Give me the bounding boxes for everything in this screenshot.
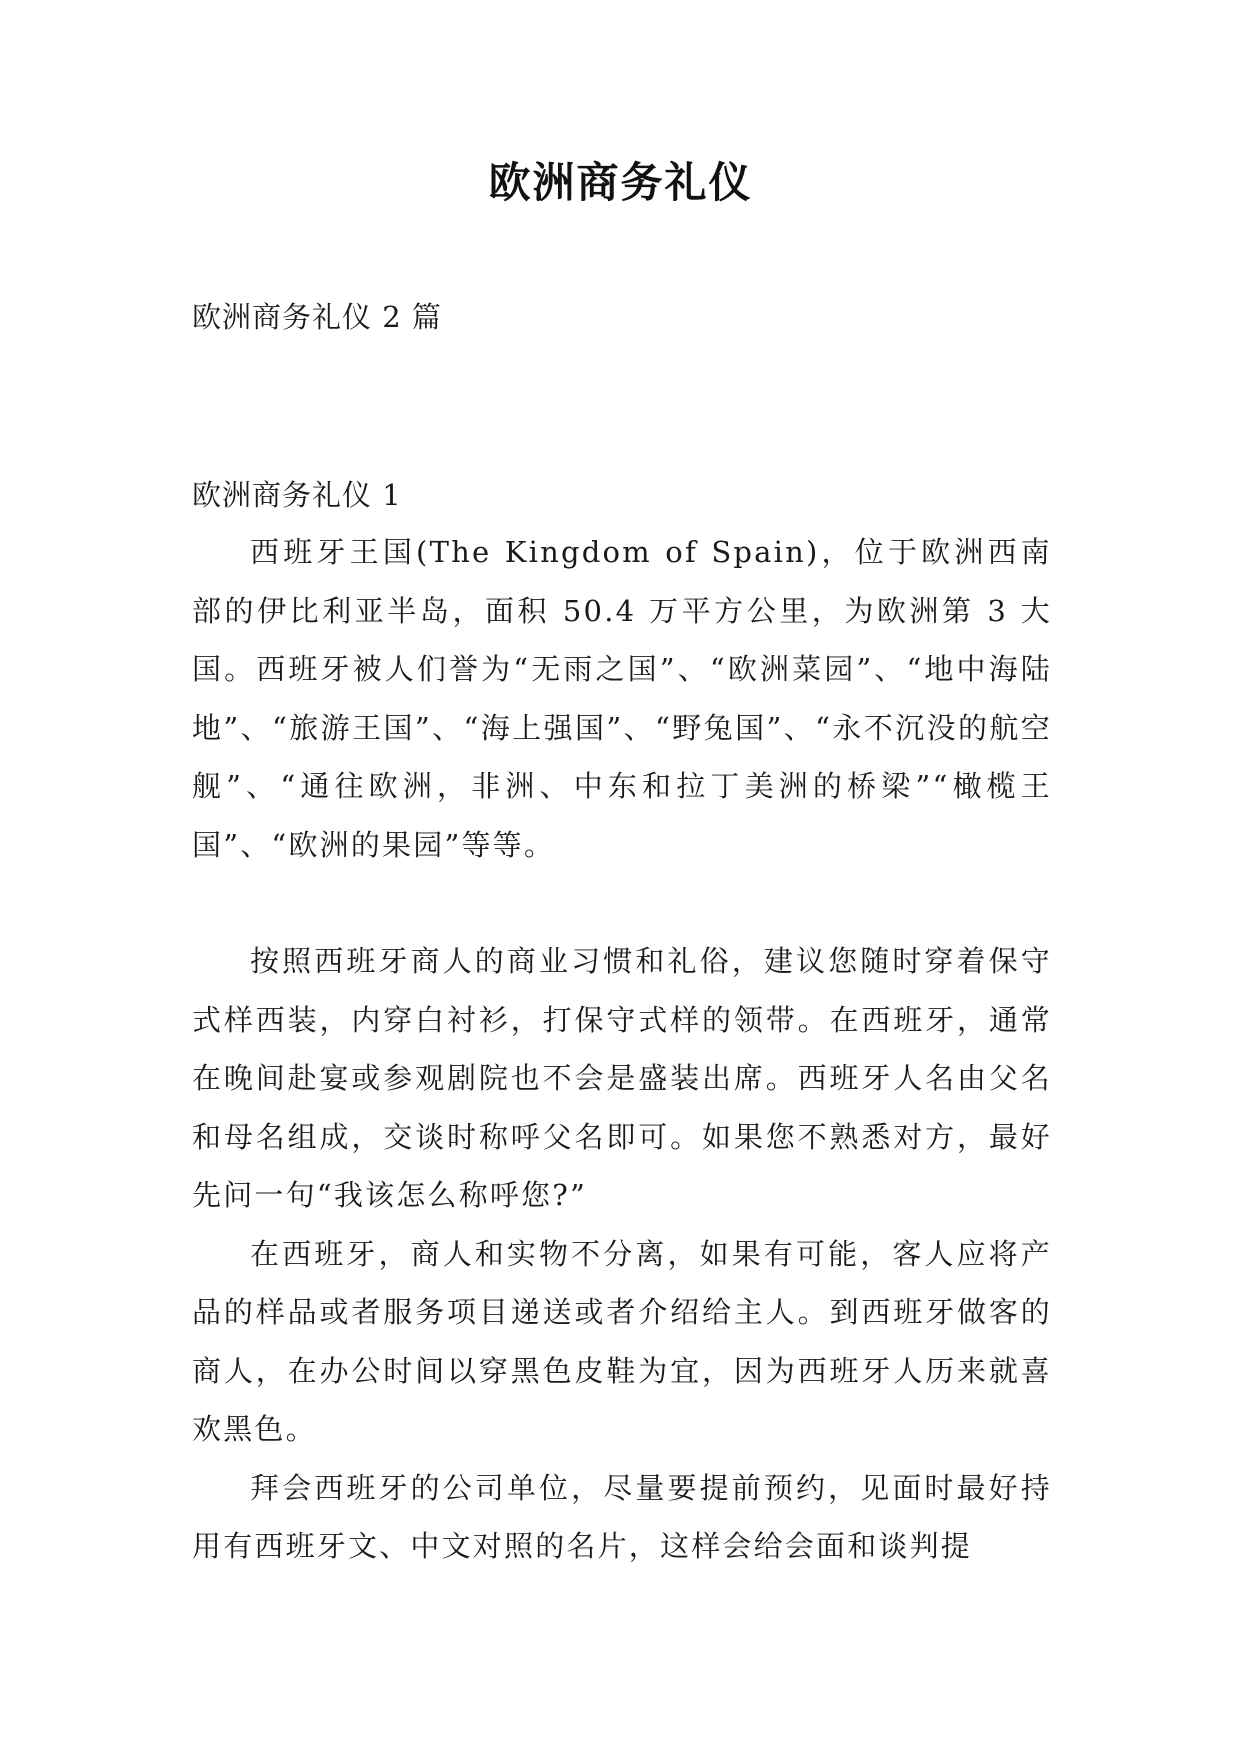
document-title: 欧洲商务礼仪 — [488, 158, 753, 207]
document-body — [192, 523, 1052, 1576]
paragraph: 按照西班牙商人的商业习惯和礼俗，建议您随时穿着保守式样西装，内穿白衬衫，打保守式样的领带。在西班牙，通常在晚间赴宴或参观剧院也不会是盛装出席。西班牙人名由父名和母名组成，交谈时称呼父名即可。如果您不熟悉对方，最好先问一句“我该怎么称呼您?” — [192, 944, 1052, 1212]
section-heading: 欧洲商务礼仪 1 — [192, 478, 402, 512]
paragraph: 在西班牙，商人和实物不分离，如果有可能，客人应将产品的样品或者服务项目递送或者介绍给主人。到西班牙做客的商人，在办公时间以穿黑色皮鞋为宜，因为西班牙人历来就喜欢黑色。 — [192, 1236, 1052, 1446]
paragraph: 拜会西班牙的公司单位，尽量要提前预约，见面时最好持用有西班牙文、中文对照的名片，这样会给会面和谈判提 — [192, 1470, 1052, 1563]
document-subtitle: 欧洲商务礼仪 2 篇 — [192, 300, 442, 334]
paragraph: 西班牙王国(The Kingdom of Spain)，位于欧洲西南部的伊比利亚半岛，面积 50.4 万平方公里，为欧洲第 3 大国。西班牙被人们誉为“无雨之国”、“欧洲菜园”、“地中海陆地”、“旅游王国”、“海上强国”、“野兔国”、“永不沉没的航空舰”、“通往欧洲，非洲、中东和拉丁美洲的桥梁”“橄榄王国”、“欧洲的果园”等等。 — [192, 535, 1052, 862]
